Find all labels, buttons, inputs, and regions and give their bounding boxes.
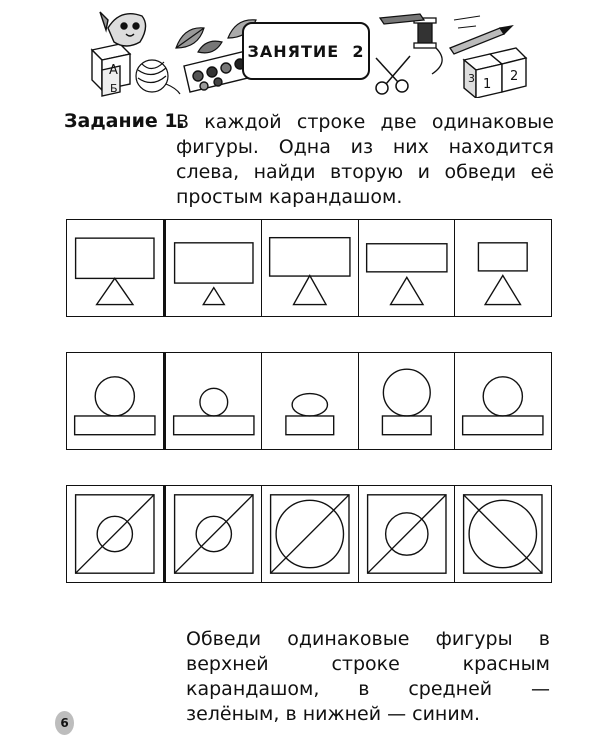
lesson-title-box [242,22,370,80]
figure-cell[interactable] [165,220,262,316]
page-number: 6 [60,716,69,730]
figure-drawing [67,220,163,316]
rectangle-shape [366,244,446,272]
rectangle-shape [270,238,350,276]
figure-drawing [166,486,262,582]
diagonal-line [367,495,445,573]
triangle-shape [203,288,224,305]
block-letter-a: А [109,63,118,78]
figure-drawing [67,353,163,449]
circle-rectangle-row [66,352,552,450]
figure-cell[interactable] [67,220,165,316]
scissors-icon [376,56,410,94]
rectangle-shape [174,243,252,283]
figure-drawing [455,486,551,582]
letter-blocks-icon [92,44,130,96]
figure-cell[interactable] [358,353,455,449]
square-circle-diagonal-row [66,485,552,583]
lesson-title: ЗАНЯТИЕ 2 [247,41,365,61]
figure-cell[interactable] [454,220,551,316]
block-letter-b: Б [110,82,118,95]
block-number-2: 2 [510,69,519,84]
figure-cell[interactable] [67,353,165,449]
circle-shape [383,369,430,416]
task-text: В каждой строке две одинаковые фигуры. Одна из них находится слева, найди вторую и обведи её простым карандашом. [176,111,554,208]
rectangle-shape [286,416,334,435]
figure-cell[interactable] [454,486,551,582]
rectangle-shape [173,416,253,435]
pencil-icon [380,14,512,54]
rectangle-shape [76,238,154,278]
triangle-shape [485,275,520,304]
figure-drawing [166,353,262,449]
dog-icon [100,12,146,46]
diagonal-line [271,495,349,573]
figure-drawing [455,220,551,316]
figure-drawing [67,486,163,582]
figure-drawing [262,486,358,582]
diagonal-line [464,495,542,573]
page-number-badge [55,711,74,735]
block-number-1: 1 [483,77,492,92]
figure-cell[interactable] [261,486,358,582]
figure-cell[interactable] [454,353,551,449]
triangle-shape [97,278,133,304]
figure-cell[interactable] [358,220,455,316]
figure-cell[interactable] [165,353,262,449]
figure-drawing [166,220,262,316]
rectangle-shape [479,243,528,271]
circle-shape [95,377,134,416]
triangle-shape [294,275,327,304]
figure-cell[interactable] [261,353,358,449]
figure-drawing [262,220,358,316]
figure-drawing [455,353,551,449]
figure-drawing [359,220,455,316]
task-label: Задание 1. [64,110,185,132]
figure-drawing [359,353,455,449]
rectangle-shape [463,416,543,435]
number-blocks-icon [464,48,526,98]
thread-spool-icon [414,18,442,74]
figure-cell[interactable] [261,220,358,316]
ellipse-shape [292,394,327,416]
figure-cell[interactable] [358,486,455,582]
rectangle-triangle-row [66,219,552,317]
circle-shape [484,377,523,416]
coloring-instruction: Обведи одинаковые фигуры в верхней строке красным карандашом, в средней — зелёным, в нижней — синим. [186,628,550,725]
figure-drawing [359,486,455,582]
triangle-shape [390,277,423,304]
circle-shape [200,388,228,416]
figure-cell[interactable] [165,486,262,582]
figure-cell[interactable] [67,486,165,582]
figure-drawing [262,353,358,449]
yarn-ball-icon [136,60,180,94]
rectangle-shape [75,416,155,435]
rectangle-shape [382,416,431,435]
diagonal-line [76,495,154,573]
block-number-3: 3 [468,72,475,85]
diagonal-line [174,495,252,573]
